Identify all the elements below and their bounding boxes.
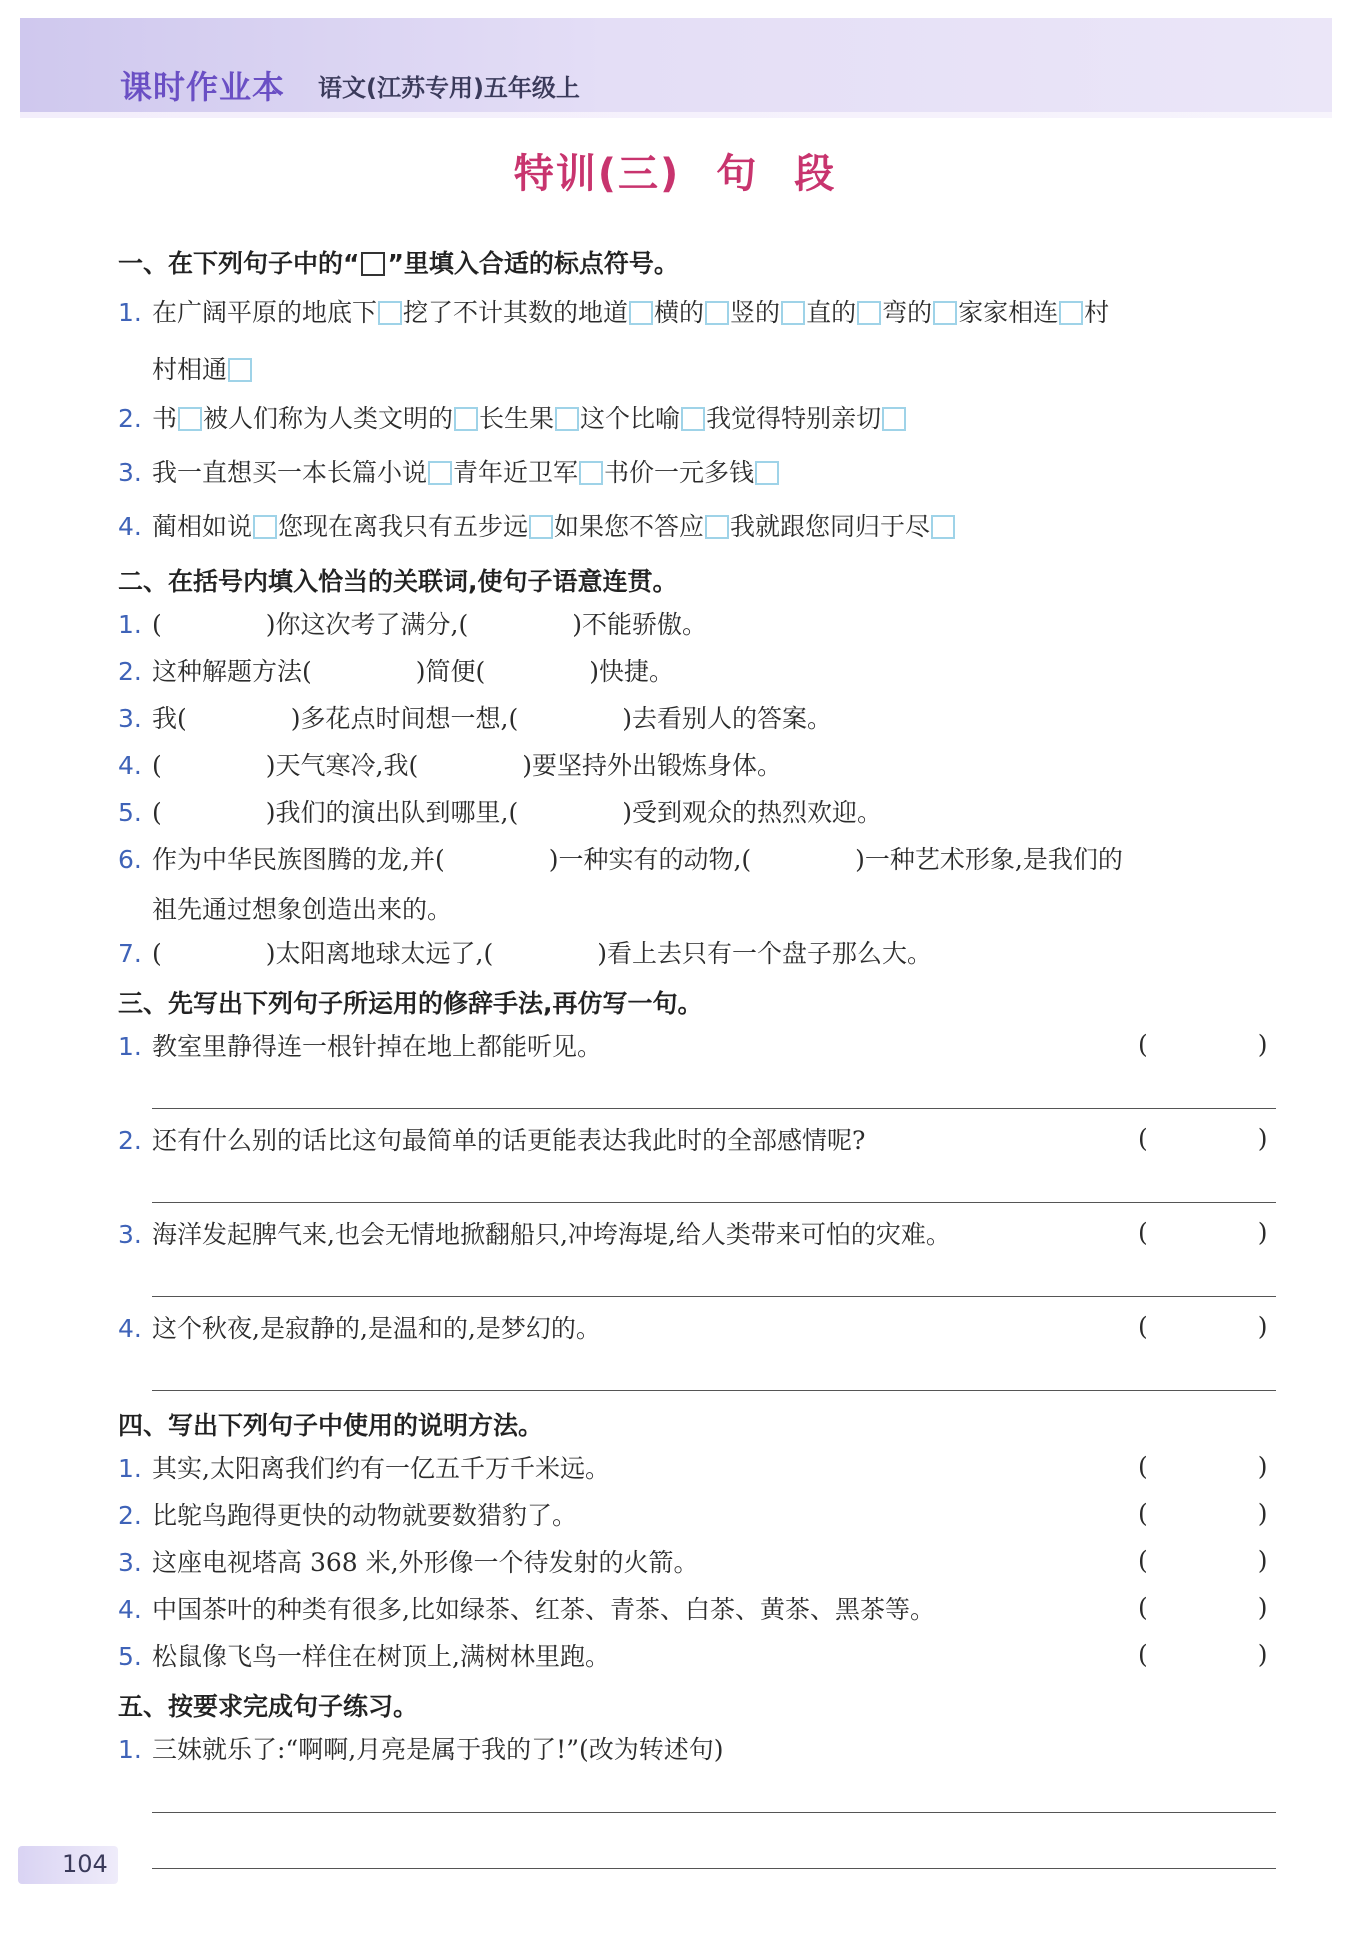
answer-parens[interactable]: ( ) xyxy=(1138,1452,1268,1481)
s4-q5: 5. 松鼠像飞鸟一样住在树顶上,满树林里跑。 xyxy=(118,1642,610,1671)
writing-line[interactable] xyxy=(152,1202,1276,1203)
s4-q1: 1. 其实,太阳离我们约有一亿五千万千米远。 xyxy=(118,1454,610,1483)
punct-box[interactable] xyxy=(705,301,729,325)
s1-q1-cont: 村相通 xyxy=(152,350,253,386)
page-title xyxy=(0,142,1350,199)
s4-q3: 3. 这座电视塔高 368 米,外形像一个待发射的火箭。 xyxy=(118,1548,699,1577)
s2-q3: 3. 我( )多花点时间想一想,( )去看别人的答案。 xyxy=(118,704,832,733)
answer-parens[interactable]: ( ) xyxy=(1138,1030,1268,1059)
section-2-heading: 二、在括号内填入恰当的关联词,使句子语意连贯。 xyxy=(118,567,678,596)
writing-line[interactable] xyxy=(152,1390,1276,1391)
punct-box[interactable] xyxy=(555,407,579,431)
answer-parens[interactable]: ( ) xyxy=(1138,1546,1268,1575)
punct-box[interactable] xyxy=(933,301,957,325)
s5-q1: 1. 三妹就乐了:“啊啊,月亮是属于我的了!”(改为转述句) xyxy=(118,1735,724,1764)
punct-box[interactable] xyxy=(529,515,553,539)
punct-box[interactable] xyxy=(931,515,955,539)
punct-box[interactable] xyxy=(1059,301,1083,325)
punct-box[interactable] xyxy=(378,301,402,325)
punct-box[interactable] xyxy=(579,461,603,485)
s3-q2: 2. 还有什么别的话比这句最简单的话更能表达我此时的全部感情呢? xyxy=(118,1126,866,1155)
s2-q2: 2. 这种解题方法( )简便( )快捷。 xyxy=(118,657,675,686)
page-number: 104 xyxy=(62,1850,108,1878)
punct-box[interactable] xyxy=(755,461,779,485)
s1-q2: 2. 书 被人们称为人类文明的 长生果 这个比喻 我觉得特别亲切 xyxy=(118,402,1280,436)
writing-line[interactable] xyxy=(152,1108,1276,1109)
punct-box[interactable] xyxy=(178,407,202,431)
s2-q7: 7. ( )太阳离地球太远了,( )看上去只有一个盘子那么大。 xyxy=(118,939,932,968)
punct-box[interactable] xyxy=(228,358,252,382)
title-part1: 句 xyxy=(716,151,759,197)
punct-box[interactable] xyxy=(705,515,729,539)
punct-box[interactable] xyxy=(629,301,653,325)
punct-box[interactable] xyxy=(681,407,705,431)
s2-q4: 4. ( )天气寒冷,我( )要坚持外出锻炼身体。 xyxy=(118,751,782,780)
punct-box[interactable] xyxy=(781,301,805,325)
writing-line[interactable] xyxy=(152,1812,1276,1813)
answer-parens[interactable]: ( ) xyxy=(1138,1640,1268,1669)
punct-box[interactable] xyxy=(253,515,277,539)
s2-q6: 6. 作为中华民族图腾的龙,并( )一种实有的动物,( )一种艺术形象,是我们的 xyxy=(118,845,1123,874)
s1-q4: 4. 蔺相如说 您现在离我只有五步远 如果您不答应 我就跟您同归于尽 xyxy=(118,510,1280,544)
s3-q1: 1. 教室里静得连一根针掉在地上都能听见。 xyxy=(118,1032,603,1061)
page-number-tab xyxy=(18,1846,118,1884)
writing-line[interactable] xyxy=(152,1296,1276,1297)
answer-parens[interactable]: ( ) xyxy=(1138,1499,1268,1528)
writing-line[interactable] xyxy=(152,1868,1276,1869)
s3-q3: 3. 海洋发起脾气来,也会无情地掀翻船只,冲垮海堤,给人类带来可怕的灾难。 xyxy=(118,1220,951,1249)
section-1-heading: 一、在下列句子中的“ ”里填入合适的标点符号。 xyxy=(118,249,679,278)
answer-parens[interactable]: ( ) xyxy=(1138,1124,1268,1153)
answer-parens[interactable]: ( ) xyxy=(1138,1218,1268,1247)
header-shadow xyxy=(20,112,1332,118)
s2-q6-cont: 祖先通过想象创造出来的。 xyxy=(152,895,453,924)
book-brand: 课时作业本 xyxy=(120,68,286,106)
s1-q3: 3. 我一直想买一本长篇小说 青年近卫军 书价一元多钱 xyxy=(118,456,1280,490)
s1-q1: 1. 在广阔平原的地底下 挖了不计其数的地道 横的 竖的 直的 弯的 家家相连 村 xyxy=(118,298,1110,327)
section-5-heading: 五、按要求完成句子练习。 xyxy=(118,1692,419,1721)
heading-box-icon xyxy=(361,252,385,276)
punct-box[interactable] xyxy=(857,301,881,325)
answer-parens[interactable]: ( ) xyxy=(1138,1312,1268,1341)
s4-q4: 4. 中国茶叶的种类有很多,比如绿茶、红茶、青茶、白茶、黄茶、黑茶等。 xyxy=(118,1595,935,1624)
punct-box[interactable] xyxy=(454,407,478,431)
s4-q2: 2. 比鸵鸟跑得更快的动物就要数猎豹了。 xyxy=(118,1501,578,1530)
section-3-heading: 三、先写出下列句子所运用的修辞手法,再仿写一句。 xyxy=(118,989,703,1018)
title-main: 特训(三) xyxy=(513,151,681,197)
title-part2: 段 xyxy=(794,151,837,197)
book-subject: 语文(江苏专用)五年级上 xyxy=(318,74,580,102)
s2-q5: 5. ( )我们的演出队到哪里,( )受到观众的热烈欢迎。 xyxy=(118,798,882,827)
s3-q4: 4. 这个秋夜,是寂静的,是温和的,是梦幻的。 xyxy=(118,1314,601,1343)
punct-box[interactable] xyxy=(428,461,452,485)
s2-q1: 1. ( )你这次考了满分,( )不能骄傲。 xyxy=(118,610,707,639)
answer-parens[interactable]: ( ) xyxy=(1138,1593,1268,1622)
section-4-heading: 四、写出下列句子中使用的说明方法。 xyxy=(118,1411,544,1440)
punct-box[interactable] xyxy=(882,407,906,431)
